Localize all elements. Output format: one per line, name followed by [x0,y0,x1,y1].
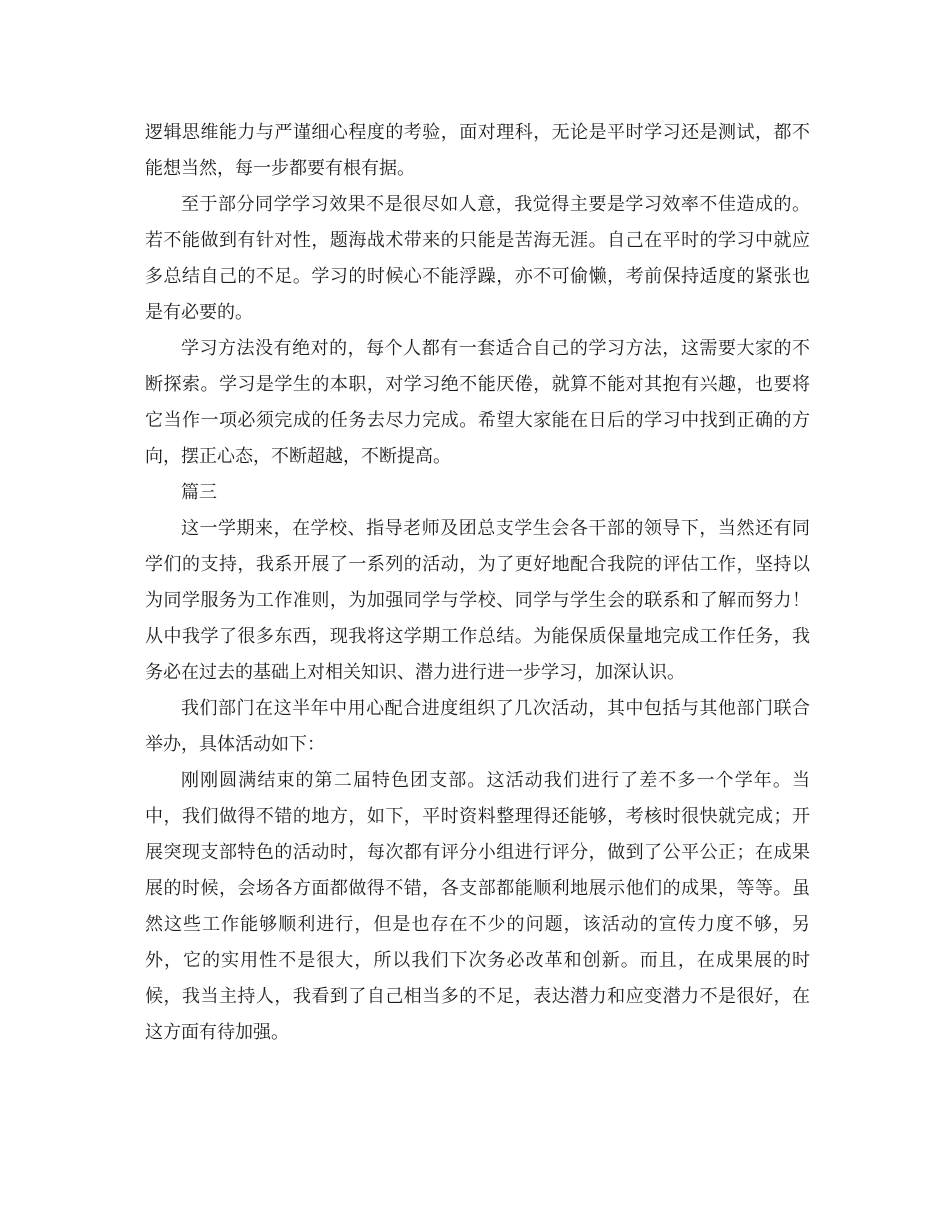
paragraph-continuation: 逻辑思维能力与严谨细心程度的考验，面对理科，无论是平时学习还是测试，都不能想当然，每一步都要有根有据。 [145,122,810,179]
paragraph-activities-intro: 我们部门在这半年中用心配合进度组织了几次活动，其中包括与其他部门联合举办，具体活动如下： [145,698,810,755]
paragraph-study-efficiency: 至于部分同学学习效果不是很尽如人意，我觉得主要是学习效率不佳造成的。若不能做到有针对性，题海战术带来的只能是苦海无涯。自己在平时的学习中就应多总结自己的不足。学习的时候心不能浮躁，亦不可偷懒，考前保持适度的紧张也是有必要的。 [145,194,810,323]
paragraph-study-method: 学习方法没有绝对的，每个人都有一套适合自己的学习方法，这需要大家的不断探索。学习是学生的本职，对学习绝不能厌倦，就算不能对其抱有兴趣，也要将它当作一项必须完成的任务去尽力完成。希望大家能在日后的学习中找到正确的方向，摆正心态，不断超越，不断提高。 [145,338,810,467]
document-body [145,115,810,1051]
paragraph-semester-intro: 这一学期来，在学校、指导老师及团总支学生会各干部的领导下，当然还有同学们的支持，我系开展了一系列的活动，为了更好地配合我院的评估工作，坚持以为同学服务为工作准则，为加强同学与学校、同学与学生会的联系和了解而努力！从中我学了很多东西，现我将这学期工作总结。为能保质保量地完成工作任务，我务必在过去的基础上对相关知识、潜力进行进一步学习，加深认识。 [145,518,810,683]
section-heading: 篇三 [181,482,217,503]
paragraph-activity-detail: 刚刚圆满结束的第二届特色团支部。这活动我们进行了差不多一个学年。当中，我们做得不错的地方，如下，平时资料整理得还能够，考核时很快就完成；开展突现支部特色的活动时，每次都有评分小组进行评分，做到了公平公正；在成果展的时候，会场各方面都做得不错，各支部都能顺利地展示他们的成果，等等。虽然这些工作能够顺利进行，但是也存在不少的问题，该活动的宣传力度不够，另外，它的实用性不是很大，所以我们下次务必改革和创新。而且，在成果展的时候，我当主持人，我看到了自己相当多的不足，表达潜力和应变潜力不是很好，在这方面有待加强。 [145,770,810,1043]
